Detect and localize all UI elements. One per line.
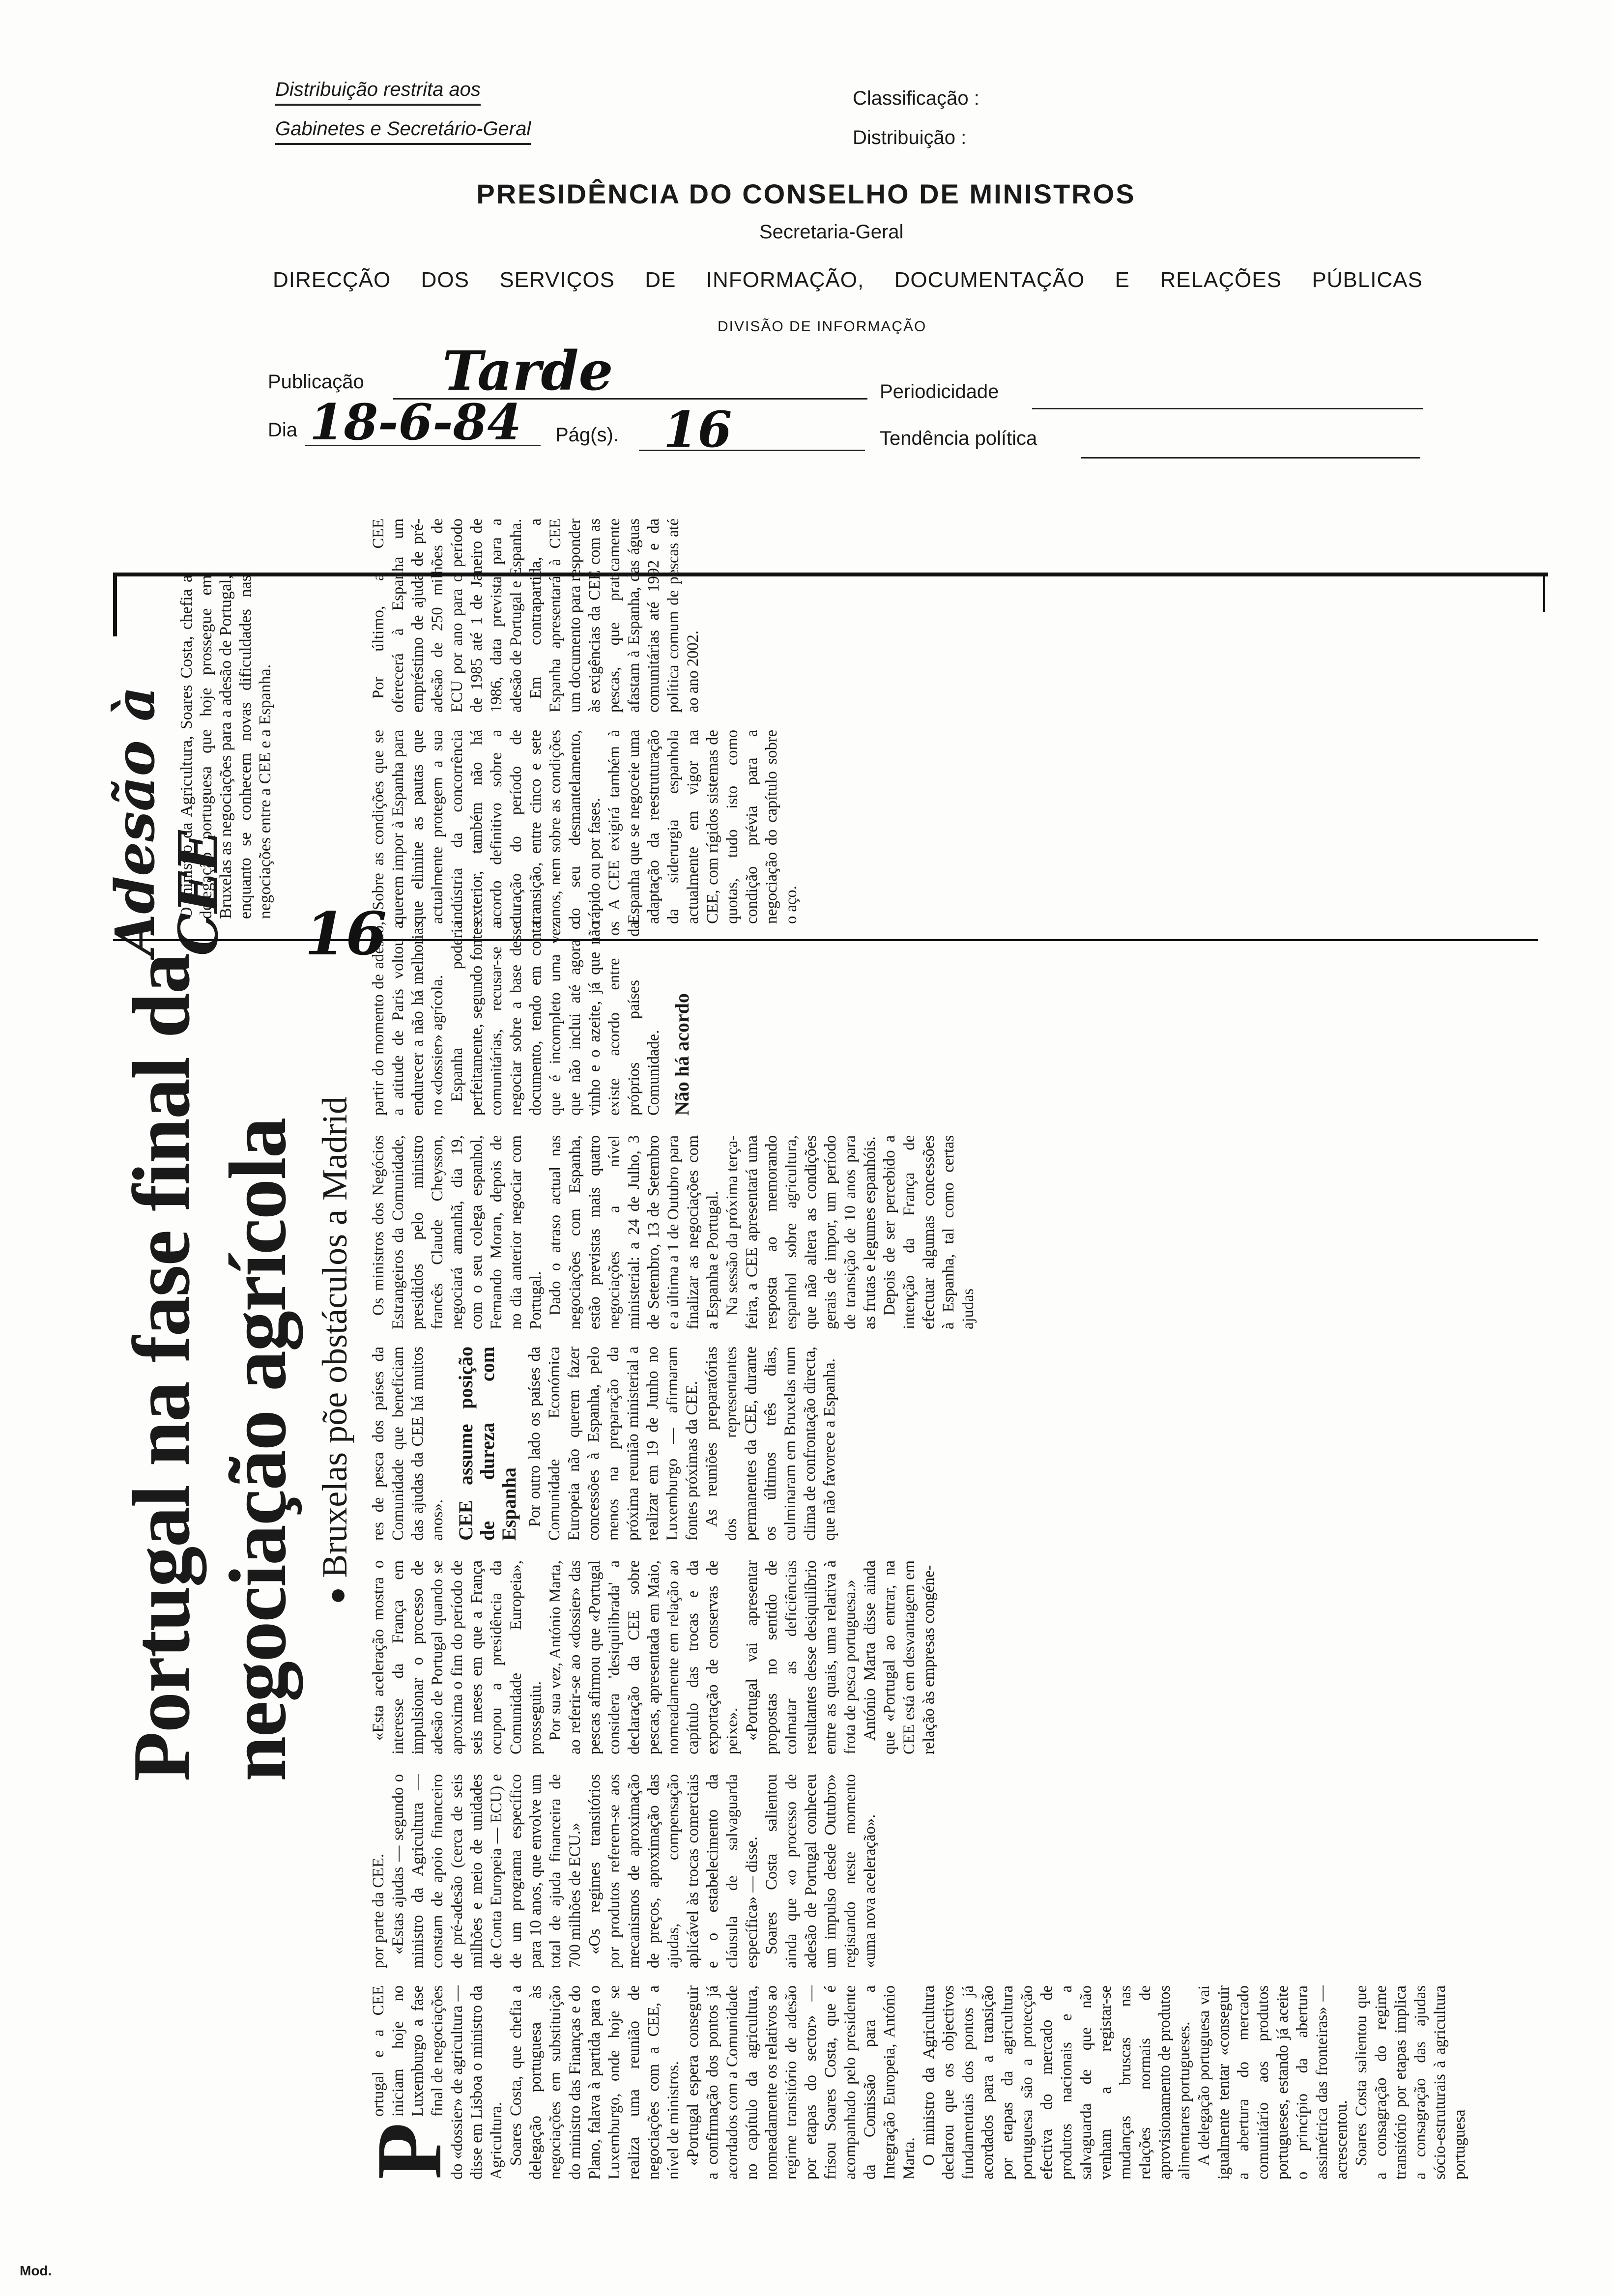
intro-text: O ministro da Agricultura, Soares Costa, chefia a delegação portuguesa que hoje prossegue em Bruxelas as negociações para a adesão de Portugal, enquanto se conhecem novas dificuldades nas negociações entre a CEE e a Espanha.: [177, 575, 274, 919]
article-intro: [177, 575, 275, 919]
direccao-word: DOCUMENTAÇÃO: [894, 268, 1085, 292]
distribution-line-2: Gabinetes e Secretário-Geral: [275, 118, 531, 145]
direccao-word: INFORMAÇÃO,: [706, 268, 864, 292]
direccao-word: DIRECÇÃO: [273, 268, 391, 292]
section-heading: CEE assume posição de dureza com Espanha: [455, 1347, 520, 1541]
org-title: PRESIDÊNCIA DO CONSELHO DE MINISTROS: [476, 178, 1136, 209]
paragraph: «Estas ajudas — segundo o ministro da Agricultura — constam de apoio financeiro de pré-adesão (cerca de seis milhões e meio de unidades de Conta Europeia — ECU) e de um programa específico para 10 anos, que envolve um total de ajuda financeira de 700 milhões de ECU.»: [389, 1774, 584, 1968]
article-column-5: [369, 1135, 978, 1329]
pag-rule: [639, 450, 865, 451]
drop-cap: P: [358, 2122, 461, 2180]
paragraph: Por outro lado os países da Comunidade Económica Europeia não querem fazer concessões à Espanha, pelo menos na preparação da próxima reunião ministerial a realizar em 19 de Junho no Luxemburgo — afirmaram fontes próximas da CEE.: [526, 1347, 701, 1541]
periodicidade-rule: [1032, 408, 1423, 409]
paragraph: res de pesca dos países da Comunidade que beneficiam das ajudas da CEE há muitos anos».: [370, 1347, 446, 1541]
paragraph: «Portugal vai apresentar propostas no sentido de colmatar as deficiências resultantes desse desiquilíbrio entre as quais, uma relativa à frota de pesca portuguesa.»: [743, 1560, 859, 1754]
paragraph: «Portugal espera conseguir a confirmação dos pontos já acordados com a Comunidade no capítulo da agricultura, nomeadamente os relativos ao regime transitório de adesão por etapas do sector» — frisou Soares Costa, que é acompanhado pelo presidente da Comissão para a Integração Europeia, António Marta.: [684, 1985, 918, 2180]
article-column-6: [369, 921, 698, 1116]
article-column-1: [358, 1985, 1469, 2180]
section-heading: Não há acordo: [671, 993, 693, 1116]
paragraph: ortugal e a CEE iniciam hoje no Luxemburgo a fase final de negociações do «dossier» de agricultura — disse em Lisboa o ministro da Agricultura.: [370, 1985, 505, 2180]
article-column-7: [369, 730, 801, 924]
paragraph: Dado o atraso actual nas negociações com Espanha, estão previstas mais quatro negociações a nível ministerial: a 24 de Julho, 3 de Setembro, 13 de Setembro e a última a 1 de Outubro para finalizar as negociações com a Espanha e Portugal.: [547, 1135, 721, 1329]
publicacao-label: Publicação: [268, 371, 364, 393]
periodicidade-label: Periodicidade: [880, 381, 999, 402]
direccao-word: PÚBLICAS: [1312, 268, 1423, 292]
paragraph: A CEE exigirá também à Espanha que se negoceie uma adaptação da reestruturação da siderurgia espanhola actualmente em vigor na CEE, com rígidos sistemas de quotas, tudo isto como condição prévia para a negociação do capítulo sobre o aço.: [605, 730, 800, 924]
dia-rule: [305, 445, 541, 446]
article-column-8: [369, 518, 703, 713]
paragraph: Em contrapartida, a Espanha apresentará à CEE um documento para responder às exigências da CEE com as pescas, que praticamente afastam à Espanha, das águas comunitárias até 1992 e da política comum de pescas até ao ano 2002.: [527, 518, 702, 713]
paragraph: Por último, a CEE oferecerá à Espanha um empréstimo de ajuda de pré-adesão de 250 milhões de ECU por ano para o período de 1985 até 1 de Janeiro de 1986, data prevista para a adesão de Portugal e Espanha.: [370, 518, 525, 713]
paragraph: Os ministros dos Negócios Estrangeiros da Comunidade, presididos pelo ministro francês Claude Cheysson, negociará amanhã, dia 19, com o seu colega espanhol, Fernando Moran, depois de no dia anterior negociar com Portugal.: [370, 1135, 545, 1329]
distribuicao-label: Distribuição :: [853, 127, 967, 148]
pag-value: 16: [663, 401, 732, 459]
article-column-3: [369, 1560, 939, 1754]
pag-label: Pág(s).: [555, 424, 619, 446]
direccao-word: RELAÇÕES: [1160, 268, 1282, 292]
dia-value: 18-6-84: [310, 393, 521, 451]
article-subhead: [315, 1096, 355, 1605]
paragraph: A delegação portuguesa vai igualmente tentar «conseguir a abertura do mercado comunitário aos produtos portugueses, estando já aceite o princípio da abertura assimétrica das fronteiras» — acrescentou.: [1195, 1985, 1351, 2180]
direccao-word: DOS: [421, 268, 469, 292]
paragraph: partir do momento de adesão, a atitude de Paris voltou a endurecer a não há melhorias no «dossier» agrícola.: [370, 921, 446, 1116]
paragraph: «Esta aceleração mostra o interesse da França em impulsionar o processo de adesão de Portugal quando se aproxima o fim do período de seis meses em que a França ocupou a presidência da Comunidade Europeia», prosseguiu.: [370, 1560, 545, 1754]
secretaria-label: Secretaria-Geral: [759, 221, 904, 243]
direccao-word: E: [1115, 268, 1130, 292]
dia-label: Dia: [268, 419, 298, 441]
article-headline: Portugal na fase final da negociação agrícola: [116, 954, 303, 1781]
paragraph: por parte da CEE.: [370, 1854, 387, 1968]
paragraph: Na sessão da próxima terça-feira, a CEE apresentará uma resposta ao memorando espanhol sobre agricultura, que não altera as condições gerais de impor, um período de transição de 10 anos para as frutas e legumes espanhóis.: [723, 1135, 879, 1329]
paragraph: As reuniões preparatórias dos representantes permanentes da CEE, durante os últimos três dias, culminaram em Bruxelas num clima de confrontação directa, que não favorece a Espanha.: [703, 1347, 838, 1541]
tendencia-label: Tendência política: [880, 428, 1037, 449]
bullet-icon: ●: [320, 1586, 353, 1605]
paragraph: Sobre as condições que se querem impor à Espanha para que elimine as pautas que actualmente protegem a sua indústria da concorrência exterior, também não há acordo definitivo sobre a duração do período de transição, entre cinco e sete anos, nem sobre as condições do seu desmantelamento, rápido ou por fases.: [370, 730, 604, 924]
handwritten-page-number: 16: [305, 899, 387, 969]
divisao-label: DIVISÃO DE INFORMAÇÃO: [718, 318, 927, 335]
paragraph: Espanha poderia perfeitamente, segundo fontes comunitárias, recusar-se a negociar sobre a base desse documento, tendo em conta que é incompleto uma vez que não inclui até agora o vinho e o azeite, já que não existe acordo entre os próprios países da Comunidade.: [448, 921, 662, 1116]
article-subhead-text: Bruxelas põe obstáculos a Madrid: [315, 1096, 354, 1578]
publicacao-value: Tarde: [442, 339, 613, 402]
newspaper-clipping: [103, 518, 1548, 2184]
paragraph: Soares Costa salientou que a consagração do regime transitório por etapas implica a consagração das ajudas sócio-estruturais à agricultura portuguesa: [1353, 1985, 1468, 2180]
distribution-line-1: Distribuição restrita aos: [275, 79, 481, 106]
paragraph: Por sua vez, António Marta, ao referir-se ao «dossier» das pescas afirmou que «Portugal considera 'desiquilibrada' a declaração da CEE sobre pescas, apresentada em Maio, nomeadamente em relação ao capítulo das trocas e da exportação de conservas de peixe».: [547, 1560, 741, 1754]
paragraph: «Os regimes transitórios por produtos referem-se aos mecanismos de aproximação de preços, aproximação das ajudas, compensação aplicável às trocas comerciais e o estabelecimento da cláusula de salvaguarda específica» — disse.: [586, 1774, 761, 1968]
article-column-2: [369, 1774, 880, 1968]
paragraph: O ministro da Agricultura declarou que os objectivos fundamentais dos pontos já acordados para a transição por etapas da agricultura portuguesa são a protecção efectiva do mercado de produtos nacionais e a salvaguarda de que não venham a registar-se mudanças bruscas nas relações normais de aprovisionamento de produtos alimentares portugueses.: [920, 1985, 1193, 2180]
classificacao-label: Classificação :: [853, 87, 979, 109]
tendencia-rule: [1081, 457, 1420, 459]
paragraph: António Marta disse ainda que «Portugal ao entrar, na CEE está em desvantagem em relação às empresas congéne-: [861, 1560, 938, 1754]
paragraph: Soares Costa salientou ainda que «o processo de adesão de Portugal conheceu um impulso desde Outubro» registando neste momento «uma nova aceleração».: [763, 1774, 879, 1968]
article-kicker: Adesão à CEE: [103, 686, 230, 956]
form-model-label: Mod.: [20, 2263, 52, 2278]
direccao-line: [273, 268, 1423, 292]
direccao-word: DE: [645, 268, 676, 292]
paragraph: Depois de ser percebido a intenção da França de efectuar algumas concessões à Espanha, tal como certas ajudas: [881, 1135, 977, 1329]
article-column-4: [369, 1347, 839, 1541]
paragraph: Soares Costa, que chefia a delegação portuguesa às negociações em substituição do ministro das Finanças e do Plano, falava à partida para o Luxemburgo, onde hoje se realiza uma reunião de negociações com a CEE, a nível de ministros.: [507, 1985, 682, 2180]
direccao-word: SERVIÇOS: [499, 268, 615, 292]
